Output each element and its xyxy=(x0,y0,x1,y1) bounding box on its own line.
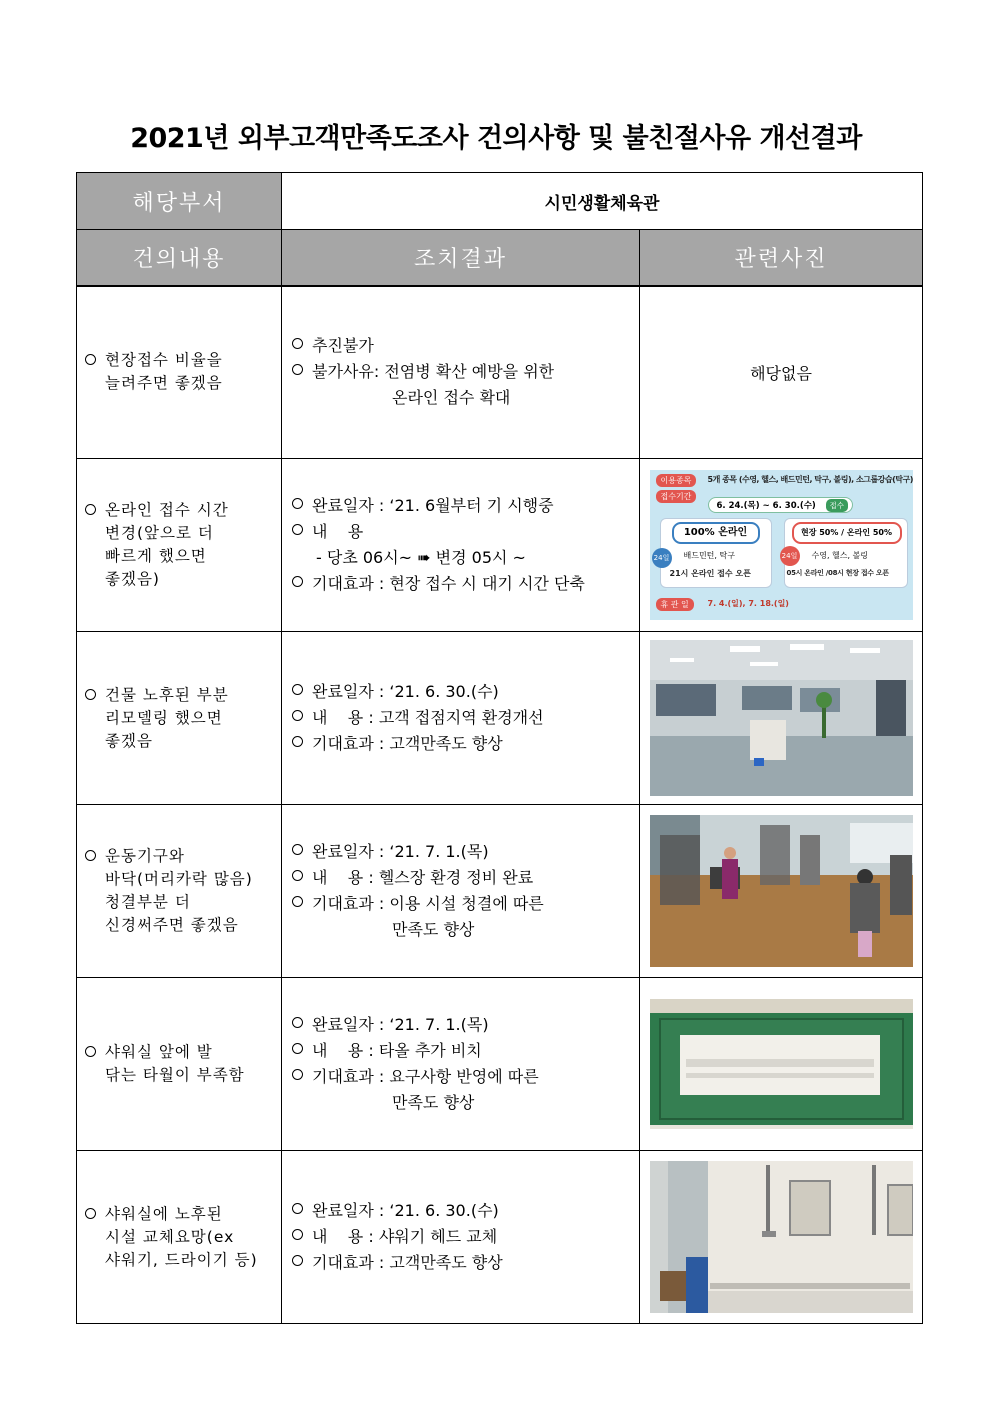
suggestion-cell: 온라인 접수 시간 변경(앞으로 더 빠르게 했으면 좋겠음) xyxy=(77,459,282,632)
circle-bullet-icon xyxy=(85,504,96,515)
result-cell: 추진불가 불가사유: 전염병 확산 예방을 위한 온라인 접수 확대 xyxy=(282,286,640,459)
suggestion-cell: 샤워실 앞에 발 닦는 타월이 부족함 xyxy=(77,978,282,1151)
photo-cell xyxy=(640,1151,923,1324)
table-row xyxy=(77,286,923,459)
result-cell: 완료일자 : ‘21. 7. 1.(목) 내 용 : 타올 추가 비치 기대효과 : 요구사항 반영에 따른 만족도 향상 xyxy=(282,978,640,1151)
circle-bullet-icon xyxy=(292,1255,303,1266)
gym-photo xyxy=(650,815,913,967)
result-cell: 완료일자 : ‘21. 6월부터 기 시행중 내 용 - 당초 06시~ ➠ 변경 05시 ~ 기대효과 : 현장 접수 시 대기 시간 단축 xyxy=(282,459,640,632)
reservation-poster-image: 이용종목 5개 종목 (수영, 헬스, 배드민턴, 탁구, 볼링), 소그룹강습(탁구) 접수기간 6. 24.(목) ~ 6. 30.(수) 접수 100% 온라인 24일 배드민턴, 탁구 21시 온라인 접수 오픈 현장 50% / 온라인 50% 24일 수영, 헬스, 볼링 05시 온라인 /08시 현장 접수 오픈 휴 관 일 7. 4.(일), 7. 18.(일) xyxy=(650,470,913,620)
circle-bullet-icon xyxy=(292,1017,303,1028)
table-row xyxy=(77,978,923,1151)
circle-bullet-icon xyxy=(85,1046,96,1057)
circle-bullet-icon xyxy=(85,1208,96,1219)
circle-bullet-icon xyxy=(292,870,303,881)
result-cell: 완료일자 : ‘21. 6. 30.(수) 내 용 : 고객 접점지역 환경개선 기대효과 : 고객만족도 향상 xyxy=(282,632,640,805)
circle-bullet-icon xyxy=(292,338,303,349)
circle-bullet-icon xyxy=(292,1229,303,1240)
photo-cell xyxy=(640,459,923,632)
circle-bullet-icon xyxy=(292,1043,303,1054)
circle-bullet-icon xyxy=(292,684,303,695)
col-header-photo: 관련사진 xyxy=(640,230,923,286)
no-photo-text: 해당없음 xyxy=(750,363,812,383)
result-cell: 완료일자 : ‘21. 7. 1.(목) 내 용 : 헬스장 환경 정비 완료 기대효과 : 이용 시설 청결에 따른 만족도 향상 xyxy=(282,805,640,978)
shower-room-photo xyxy=(650,1161,913,1313)
photo-cell xyxy=(640,978,923,1151)
towel-photo xyxy=(650,999,913,1129)
circle-bullet-icon xyxy=(292,736,303,747)
circle-bullet-icon xyxy=(292,896,303,907)
lobby-photo xyxy=(650,640,913,796)
dept-value: 시민생활체육관 xyxy=(282,173,923,230)
page-title: 2021년 외부고객만족도조사 건의사항 및 불친절사유 개선결과 xyxy=(130,123,862,154)
dept-label: 해당부서 xyxy=(77,173,282,230)
circle-bullet-icon xyxy=(85,689,96,700)
circle-bullet-icon xyxy=(85,850,96,861)
photo-cell xyxy=(640,632,923,805)
circle-bullet-icon xyxy=(292,498,303,509)
circle-bullet-icon xyxy=(292,844,303,855)
circle-bullet-icon xyxy=(292,1203,303,1214)
table-row xyxy=(77,1151,923,1324)
table-row xyxy=(77,805,923,978)
suggestion-cell: 운동기구와 바닥(머리카락 많음) 청결부분 더 신경써주면 좋겠음 xyxy=(77,805,282,978)
improvement-table xyxy=(76,172,923,1324)
col-header-result: 조치결과 xyxy=(282,230,640,286)
photo-cell xyxy=(640,286,923,459)
circle-bullet-icon xyxy=(292,364,303,375)
circle-bullet-icon xyxy=(292,576,303,587)
suggestion-cell: 샤워실에 노후된 시설 교체요망(ex 샤워기, 드라이기 등) xyxy=(77,1151,282,1324)
table-row xyxy=(77,459,923,632)
result-cell: 완료일자 : ‘21. 6. 30.(수) 내 용 : 샤워기 헤드 교체 기대효과 : 고객만족도 향상 xyxy=(282,1151,640,1324)
circle-bullet-icon xyxy=(292,524,303,535)
photo-cell xyxy=(640,805,923,978)
suggestion-cell: 건물 노후된 부분 리모델링 했으면 좋겠음 xyxy=(77,632,282,805)
col-header-suggestion: 건의내용 xyxy=(77,230,282,286)
circle-bullet-icon xyxy=(292,1069,303,1080)
circle-bullet-icon xyxy=(85,354,96,365)
suggestion-cell: 현장접수 비율을 늘려주면 좋겠음 xyxy=(77,286,282,459)
table-row xyxy=(77,632,923,805)
circle-bullet-icon xyxy=(292,710,303,721)
